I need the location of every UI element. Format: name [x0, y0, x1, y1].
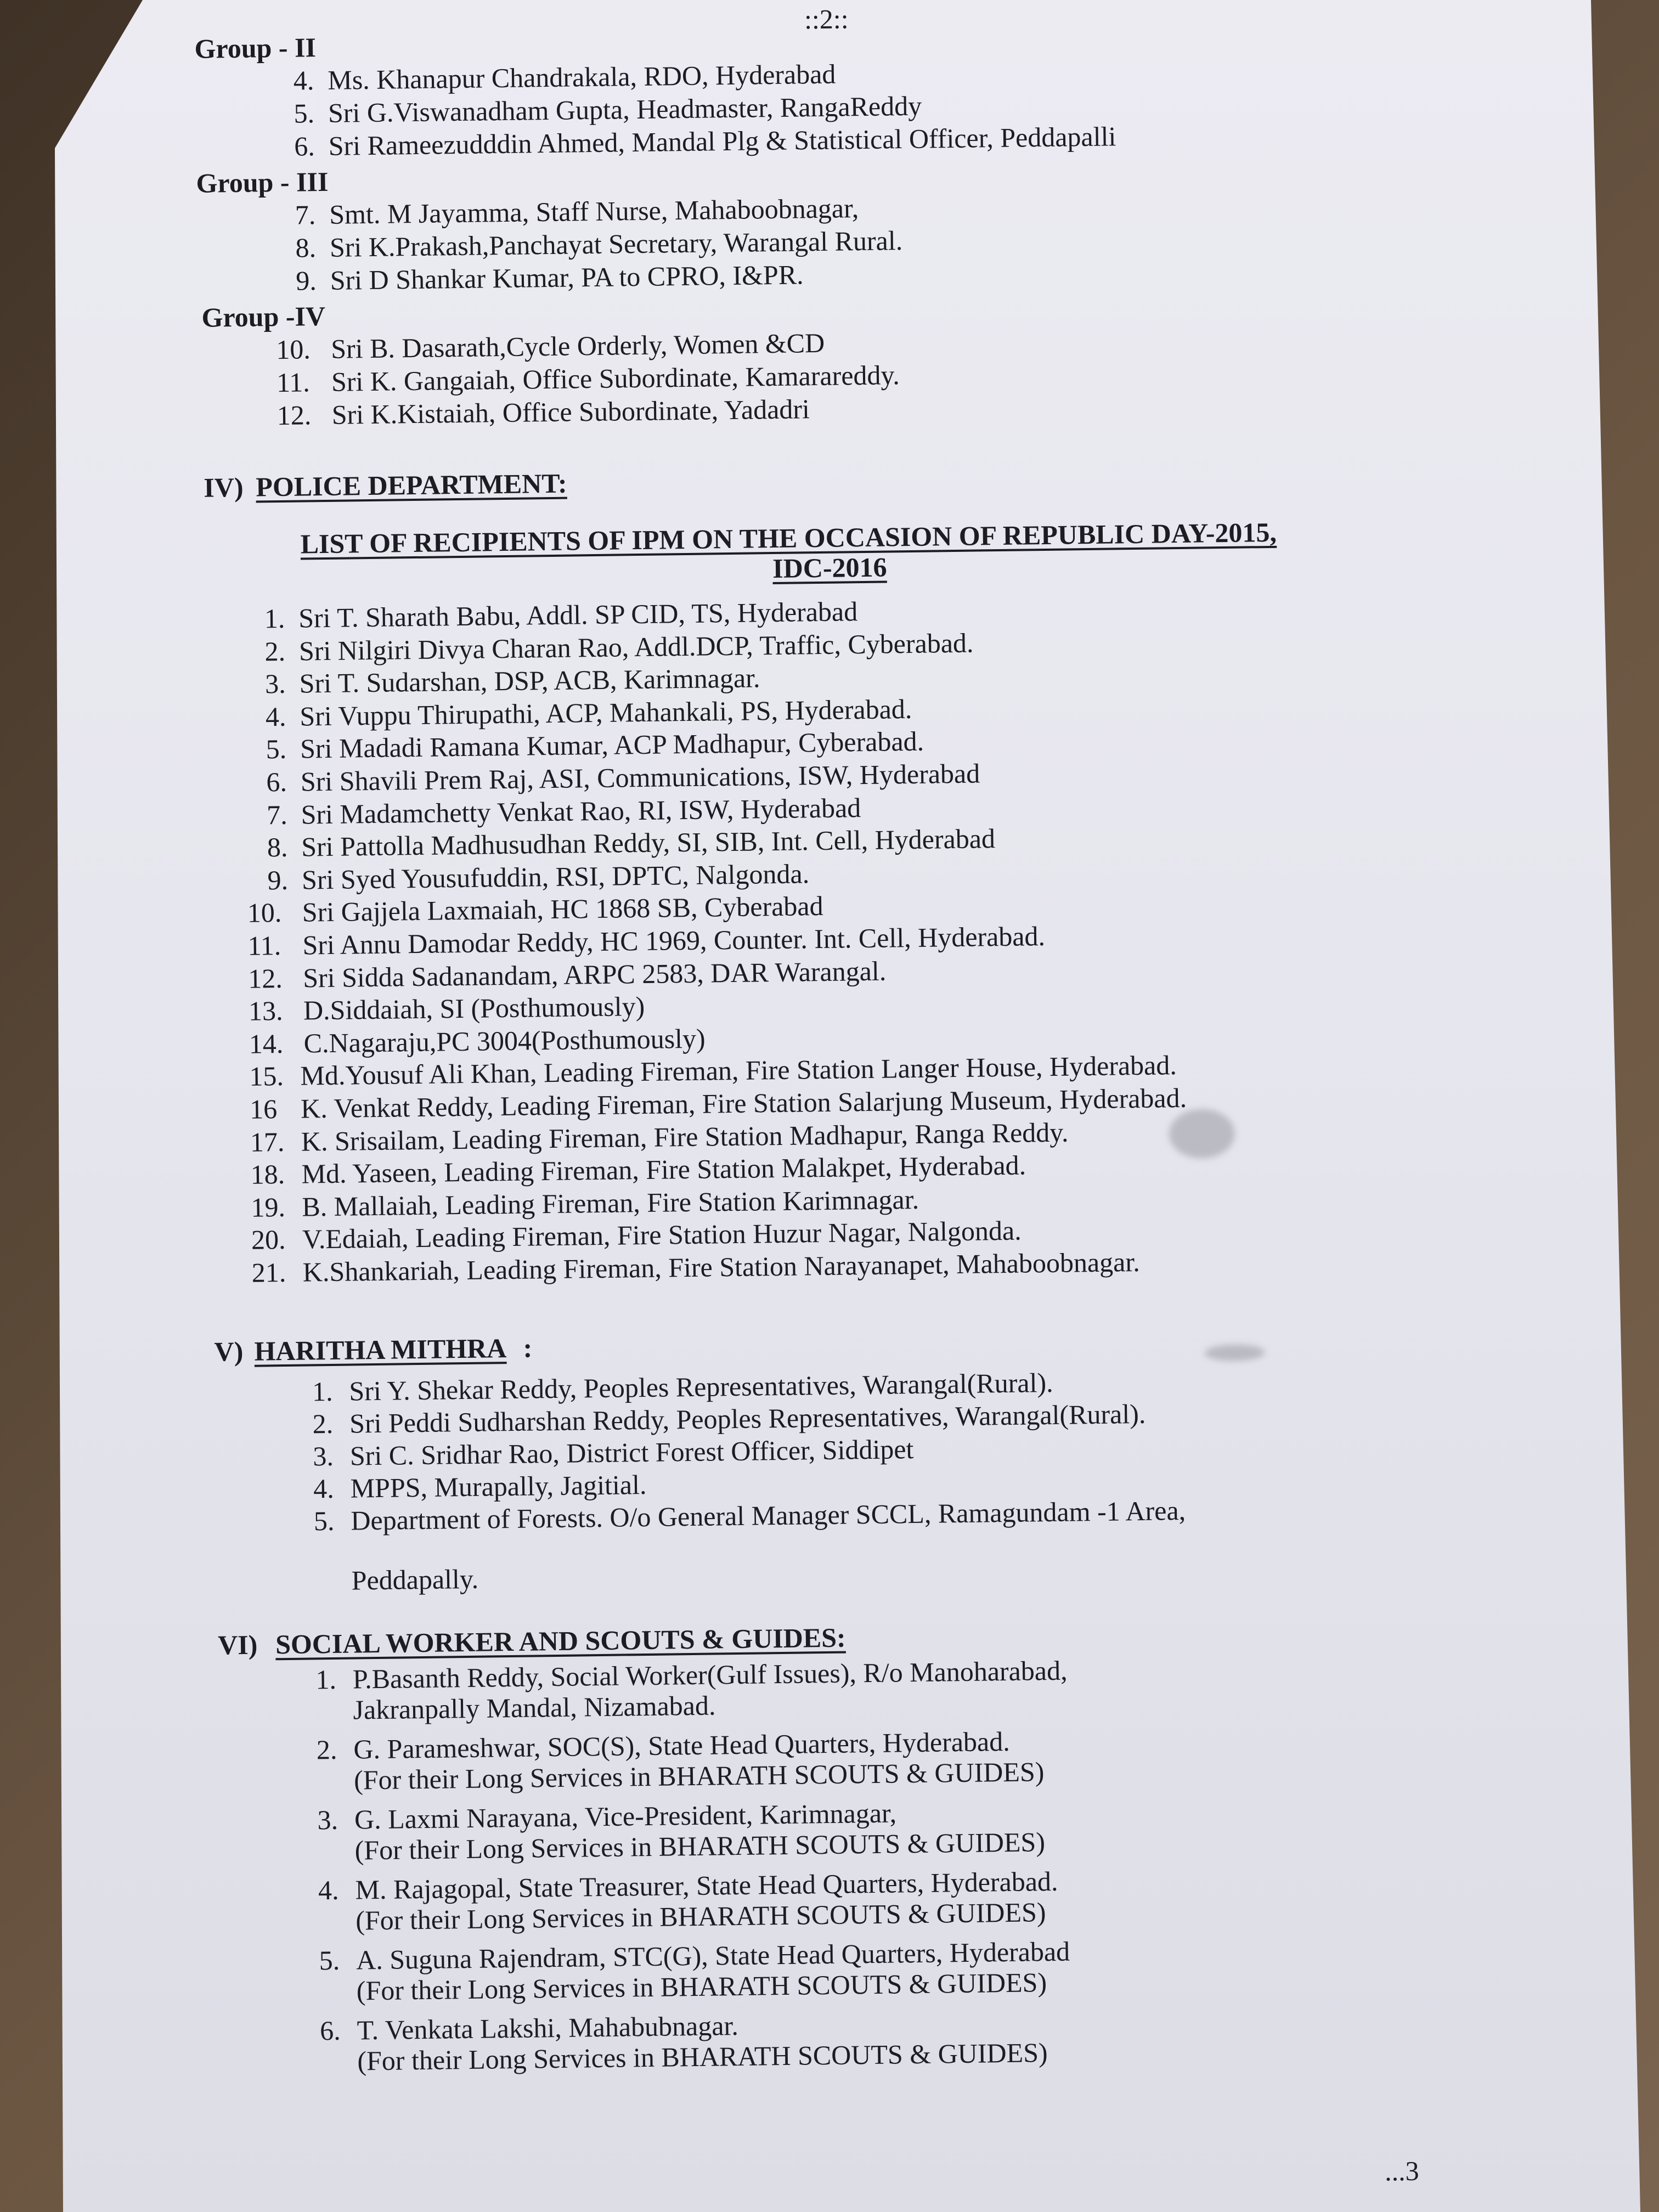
list-item-number: 18. — [250, 1159, 285, 1190]
list-item: Sri Vuppu Thirupathi, ACP, Mahankali, PS, Hyderabad. — [300, 693, 912, 732]
list-item-number: 5. — [266, 733, 287, 765]
list-item-number: 7. — [266, 799, 287, 830]
list-item: K. Venkat Reddy, Leading Fireman, Fire Station Salarjung Museum, Hyderabad. — [300, 1082, 1187, 1124]
list-item-number: 2. — [264, 635, 286, 667]
list-item-number: 10. — [247, 897, 282, 929]
list-item: Sri K.Prakash,Panchayat Secretary, Warangal Rural. — [329, 225, 903, 263]
list-item: Sri B. Dasarath,Cycle Orderly, Women &CD — [330, 327, 825, 364]
list-item-number: 4. — [293, 65, 314, 96]
list-item: Md. Yaseen, Leading Fireman, Fire Station Malakpet, Hyderabad. — [301, 1149, 1026, 1189]
list-item: P.Basanth Reddy, Social Worker(Gulf Issues), R/o Manoharabad, — [352, 1655, 1068, 1695]
police-list-title: LIST OF RECIPIENTS OF IPM ON THE OCCASION OF REPUBLIC DAY-2015, — [300, 516, 1277, 560]
section-numeral: V) — [214, 1335, 244, 1367]
list-item-number: 5. — [294, 98, 315, 129]
list-item: Sri T. Sudarshan, DSP, ACB, Karimnagar. — [299, 662, 760, 699]
list-item-number: 15. — [249, 1060, 284, 1092]
list-item-number: 3. — [317, 1804, 338, 1836]
list-item: Sri Syed Yousufuddin, RSI, DPTC, Nalgonda. — [301, 858, 810, 895]
list-item: A. Suguna Rajendram, STC(G), State Head Quarters, Hyderabad — [356, 1936, 1070, 1976]
list-item: Sri D Shankar Kumar, PA to CPRO, I&PR. — [330, 259, 804, 296]
list-item: Sri Gajjela Laxmaiah, HC 1868 SB, Cyberabad — [302, 890, 823, 928]
list-item-number: 8. — [295, 232, 317, 263]
list-item-number: 1. — [312, 1375, 333, 1407]
list-item-number: 6. — [266, 766, 287, 798]
group-3-title: Group - III — [196, 166, 329, 199]
list-item: Sri G.Viswanadham Gupta, Headmaster, RangaReddy — [328, 90, 922, 128]
list-item: Sri Annu Damodar Reddy, HC 1969, Counter. Int. Cell, Hyderabad. — [302, 921, 1046, 961]
list-item-note: (For their Long Services in BHARATH SCOUTS & GUIDES) — [356, 1967, 1047, 2006]
list-item-number: 12. — [247, 962, 283, 994]
list-item-number: 14. — [249, 1028, 284, 1059]
list-item-number: 3. — [264, 668, 286, 699]
list-item-number: 1. — [315, 1663, 337, 1695]
list-item: Ms. Khanapur Chandrakala, RDO, Hyderabad — [327, 58, 836, 95]
list-item: Sri Madamchetty Venkat Rao, RI, ISW, Hyderabad — [301, 792, 861, 830]
list-item: M. Rajagopal, State Treasurer, State Head Quarters, Hyderabad. — [355, 1865, 1058, 1905]
list-item: Department of Forests. O/o General Manager SCCL, Ramagundam -1 Area, — [351, 1494, 1186, 1536]
section-heading-colon: : — [523, 1332, 533, 1363]
list-item-number: 16 — [249, 1093, 278, 1125]
list-item: Sri Peddi Sudharshan Reddy, Peoples Representatives, Warangal(Rural). — [349, 1398, 1146, 1439]
section-heading-social: SOCIAL WORKER AND SCOUTS & GUIDES: — [275, 1622, 846, 1660]
list-item-number: 5. — [313, 1505, 335, 1537]
list-item-number: 11. — [247, 930, 281, 961]
section-numeral: IV) — [203, 471, 244, 503]
list-item-number: 4. — [318, 1874, 339, 1906]
group-2-title: Group - II — [194, 32, 317, 64]
list-item: Sri Madadi Ramana Kumar, ACP Madhapur, Cyberabad. — [300, 726, 924, 764]
section-numeral: VI) — [217, 1629, 258, 1661]
list-item-number: 4. — [313, 1472, 334, 1504]
list-item: K. Srisailam, Leading Fireman, Fire Station Madhapur, Ranga Reddy. — [301, 1116, 1069, 1157]
section-heading-police: POLICE DEPARTMENT: — [255, 467, 567, 503]
list-item-number: 2. — [316, 1734, 337, 1765]
list-item-number: 5. — [319, 1944, 340, 1976]
list-item: Sri Nilgiri Divya Charan Rao, Addl.DCP, Traffic, Cyberabad. — [298, 627, 974, 667]
list-item: D.Siddaiah, SI (Posthumously) — [303, 991, 645, 1026]
list-item-number: 19. — [251, 1191, 286, 1223]
list-item-number: 13. — [248, 995, 283, 1026]
list-item: Sri Pattolla Madhusudhan Reddy, SI, SIB, Int. Cell, Hyderabad — [301, 823, 996, 862]
list-item: Sri Shavili Prem Raj, ASI, Communications, ISW, Hyderabad — [300, 758, 980, 797]
list-item-number: 2. — [312, 1408, 334, 1440]
continuation-marker: ...3 — [1384, 2155, 1419, 2187]
list-item: G. Parameshwar, SOC(S), State Head Quarters, Hyderabad. — [353, 1725, 1010, 1765]
list-item-note: (For their Long Services in BHARATH SCOUTS & GUIDES) — [355, 1897, 1046, 1936]
list-item-number: 6. — [319, 2015, 341, 2046]
list-item-note: (For their Long Services in BHARATH SCOUTS & GUIDES) — [353, 1756, 1045, 1796]
list-item: Sri K.Kistaiah, Office Subordinate, Yadadri — [331, 393, 810, 430]
list-item: Sri Rameezudddin Ahmed, Mandal Plg & Statistical Officer, Peddapalli — [328, 121, 1116, 161]
list-item: Sri Y. Shekar Reddy, Peoples Representatives, Warangal(Rural). — [349, 1367, 1053, 1407]
paper-smudge — [1205, 1344, 1265, 1361]
list-item: V.Edaiah, Leading Fireman, Fire Station Huzur Nagar, Nalgonda. — [302, 1215, 1022, 1255]
list-item-number: 10. — [275, 334, 311, 365]
list-item: C.Nagaraju,PC 3004(Posthumously) — [303, 1023, 706, 1059]
list-item-number: 9. — [267, 864, 289, 896]
list-item-number: 3. — [313, 1440, 334, 1472]
list-item-number: 4. — [265, 701, 286, 732]
list-item: K.Shankariah, Leading Fireman, Fire Station Narayanapet, Mahaboobnagar. — [302, 1246, 1140, 1288]
section-heading-haritha: HARITHA MITHRA — [254, 1333, 507, 1367]
list-item-number: 1. — [264, 602, 285, 634]
list-item: Smt. M Jayamma, Staff Nurse, Mahaboobnagar, — [329, 193, 859, 230]
list-item: B. Mallaiah, Leading Fireman, Fire Station Karimnagar. — [302, 1183, 919, 1222]
list-item: Sri C. Sridhar Rao, District Forest Officer, Siddipet — [349, 1434, 914, 1471]
list-item-number: 21. — [251, 1256, 286, 1288]
list-item: Sri K. Gangaiah, Office Subordinate, Kamarareddy. — [331, 359, 900, 397]
list-item-note: (For their Long Services in BHARATH SCOUTS & GUIDES) — [357, 2037, 1048, 2076]
list-item: G. Laxmi Narayana, Vice-President, Karimnagar, — [354, 1797, 897, 1835]
list-item-note: (For their Long Services in BHARATH SCOUTS & GUIDES) — [354, 1826, 1046, 1866]
list-item: Sri Sidda Sadanandam, ARPC 2583, DAR Warangal. — [302, 955, 887, 994]
list-item-number: 7. — [295, 199, 316, 230]
list-item-note: Jakranpally Mandal, Nizamabad. — [353, 1690, 716, 1725]
list-item-continuation: Peddapally. — [351, 1563, 479, 1596]
group-4-title: Group -IV — [201, 300, 326, 333]
list-item: T. Venkata Lakshi, Mahabubnagar. — [357, 2010, 739, 2046]
list-item-number: 9. — [295, 265, 317, 296]
list-item: Md.Yousuf Ali Khan, Leading Fireman, Fire Station Langer House, Hyderabad. — [300, 1049, 1177, 1092]
list-item-number: 17. — [250, 1126, 285, 1158]
list-item-number: 8. — [267, 832, 288, 863]
list-item-number: 12. — [276, 399, 312, 431]
list-item: Sri T. Sharath Babu, Addl. SP CID, TS, Hyderabad — [298, 596, 858, 634]
list-item-number: 20. — [251, 1224, 286, 1256]
list-item-number: 6. — [294, 131, 315, 162]
list-item-number: 11. — [276, 366, 311, 398]
paper-smudge — [1169, 1109, 1235, 1159]
list-item: MPPS, Murapally, Jagitial. — [350, 1469, 647, 1504]
police-list-title-line2: IDC-2016 — [772, 551, 887, 584]
page-number: ::2:: — [804, 3, 849, 35]
